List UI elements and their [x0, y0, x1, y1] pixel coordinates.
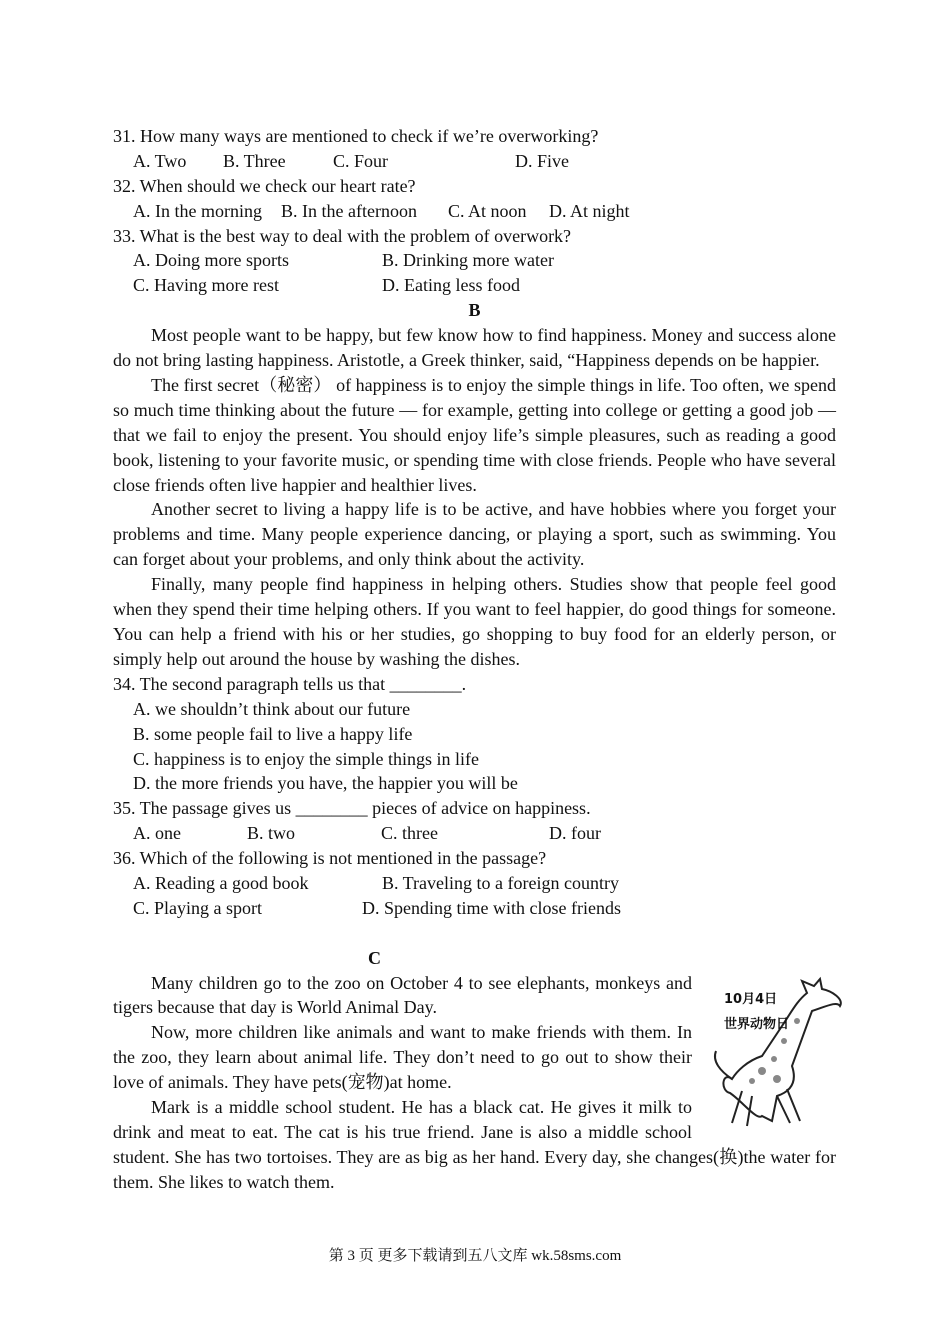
- giraffe-image: [702, 971, 852, 1145]
- option: C. happiness is to enjoy the simple things in life: [133, 748, 479, 769]
- option: A. In the morning: [133, 200, 262, 221]
- paragraph: Now, more children like animals and want to make friends with them. In the zoo, they learn about animal life. They don’t need to go out to show their love of animals. They have pets(宠物)at home.: [113, 1022, 692, 1093]
- question-33-options: [113, 273, 836, 298]
- question-34: 34. The second paragraph tells us that ________.: [113, 673, 467, 694]
- question-34-options: [113, 747, 836, 772]
- question-31-options: [113, 149, 836, 174]
- option: D. Spending time with close friends: [362, 897, 621, 918]
- option: B. some people fail to live a happy life: [133, 723, 413, 744]
- paragraph: Mark is a middle school student. He has a black cat. He gives it milk to drink and meat to eat. The cat is his true friend. Jane is also a middle school student. She has two tortoises. They are as big as her hand. Every day, she changes(换)the water for them. She likes to watch them.: [113, 1097, 836, 1192]
- question-33-options: [113, 248, 836, 273]
- option: A. we shouldn’t think about our future: [133, 698, 411, 719]
- paragraph: Many children go to the zoo on October 4 to see elephants, monkeys and tigers because that day is World Animal Day.: [113, 972, 692, 1018]
- document-page: [113, 124, 836, 1195]
- option: A. Doing more sports: [133, 250, 289, 271]
- paragraph: Most people want to be happy, but few know how to find happiness. Money and success alone do not bring lasting happiness. Aristotle, a Greek thinker, said, “Happiness depends on be happier.: [113, 325, 836, 371]
- page-footer: 第 3 页 更多下载请到五八文库 wk.58sms.com: [328, 1248, 622, 1264]
- giraffe-icon: [702, 971, 852, 1141]
- option: B. two: [247, 823, 296, 844]
- option: C. At noon: [448, 200, 527, 221]
- option: D. Five: [515, 150, 569, 171]
- option: D. Eating less food: [382, 275, 520, 296]
- paragraph: Finally, many people find happiness in helping others. Studies show that people feel good when they spend their time helping others. If you want to feel happier, do good things for someone. You can help a friend with his or her studies, go shopping to buy food for an elderly person, or simply help out around the house by washing the dishes.: [113, 574, 836, 669]
- question-33: 33. What is the best way to deal with the problem of overwork?: [113, 225, 572, 246]
- option: A. one: [133, 823, 181, 844]
- option: D. four: [549, 823, 601, 844]
- option: B. In the afternoon: [281, 200, 417, 221]
- caption-date: 10月4日: [724, 991, 778, 1007]
- option: C. Having more rest: [133, 275, 279, 296]
- question-36-options: [113, 871, 836, 896]
- question-35-options: [113, 821, 836, 846]
- question-36-options: [113, 896, 836, 921]
- option: D. At night: [549, 200, 630, 221]
- option: B. Drinking more water: [382, 250, 554, 271]
- option: A. Reading a good book: [133, 872, 309, 893]
- question-34-options: [113, 697, 836, 722]
- caption-title: 世界动物日: [724, 1016, 790, 1032]
- question-36: 36. Which of the following is not mentioned in the passage?: [113, 848, 547, 869]
- option: A. Two: [133, 150, 187, 171]
- question-31: 31. How many ways are mentioned to check if we’re overworking?: [113, 126, 599, 146]
- question-32-options: [113, 199, 836, 224]
- option: C. Four: [333, 150, 389, 171]
- paragraph: Another secret to living a happy life is to be active, and have hobbies where you forget your problems and time. Many people experience dancing, or playing a sport, such as swimming. You can forget about your problems, and only think about the activity.: [113, 499, 836, 570]
- option: D. the more friends you have, the happier you will be: [133, 773, 518, 794]
- option: C. three: [381, 823, 438, 844]
- question-34-options: [113, 722, 836, 747]
- section-c-heading: C: [368, 947, 381, 968]
- question-32: 32. When should we check our heart rate?: [113, 175, 416, 196]
- question-35: 35. The passage gives us ________ pieces of advice on happiness.: [113, 798, 591, 819]
- option: C. Playing a sport: [133, 897, 262, 918]
- option: B. Three: [223, 150, 286, 171]
- paragraph: The first secret（秘密） of happiness is to enjoy the simple things in life. Too often, we spend so much time thinking about the future — for example, getting into college or getting a good job — that we fail to enjoy the present. You should enjoy life’s simple pleasures, such as reading a good book, listening to your favorite music, or spending time with close friends. People who have several close friends often live happier and healthier lives.: [113, 374, 836, 495]
- section-b-heading: B: [468, 300, 481, 321]
- option: B. Traveling to a foreign country: [382, 872, 619, 893]
- question-34-options: [113, 771, 836, 796]
